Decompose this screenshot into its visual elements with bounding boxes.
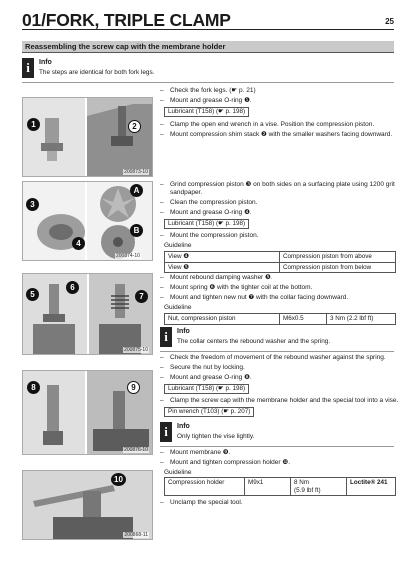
photo-caption: 200876-10 xyxy=(124,447,148,453)
info-text: Only tighten the vise lightly. xyxy=(177,433,255,440)
torque-value: 8 Nm xyxy=(294,479,310,486)
info-icon: i xyxy=(160,327,172,347)
table-cell xyxy=(291,478,347,496)
table-cell: M6x0.5 xyxy=(280,314,327,325)
lubricant-ref-2[interactable]: Lubricant (T158) (☛ p. 198) xyxy=(164,219,249,229)
step-check-rebound-washer: – Check the freedom of movement of the rebound washer against the spring. xyxy=(160,354,400,362)
step-tighten-holder: – Mount and tighten compression holder ❿. xyxy=(160,459,400,467)
photo-illustration xyxy=(23,471,153,540)
info-note-collar xyxy=(160,327,394,349)
page-number: 25 xyxy=(385,17,394,26)
table-row xyxy=(165,262,396,273)
step-mount-shim-stack: – Mount compression shim stack ❷ with the smaller washers facing downward. xyxy=(160,131,400,139)
torque-value-imperial: (5.9 lbf ft) xyxy=(294,486,321,494)
table-cell: Compression piston from below xyxy=(280,262,396,273)
table-row xyxy=(165,478,396,496)
lubricant-ref-3[interactable]: Lubricant (T158) (☛ p. 198) xyxy=(164,384,249,394)
callout-7: 7 xyxy=(135,290,148,303)
step-unclamp-tool: – Unclamp the special tool. xyxy=(160,499,400,507)
callout-8: 8 xyxy=(27,381,40,394)
photo-compression-holder xyxy=(22,470,153,540)
info-note-vise xyxy=(160,422,394,444)
photo-fork-piston-oring xyxy=(22,97,153,177)
table-cell: M9x1 xyxy=(245,478,291,496)
table-cell: View ❺ xyxy=(165,262,280,273)
step-clamp-wrench: – Clamp the open end wrench in a vise. Position the compression piston. xyxy=(160,121,400,129)
step-mount-oring-1: – Mount and grease O-ring ❶. xyxy=(160,97,400,105)
callout-B: B xyxy=(130,224,143,237)
table-cell: Nut, compression piston xyxy=(165,314,280,325)
info-title: Info xyxy=(177,328,190,335)
step-clamp-screw-cap: – Clamp the screw cap with the membrane holder and the special tool into a vise. xyxy=(160,397,400,405)
page-title: 01/FORK, TRIPLE CLAMP xyxy=(22,10,231,30)
photo-caption: 200868-11 xyxy=(124,532,148,538)
divider xyxy=(22,82,394,83)
callout-1: 1 xyxy=(27,118,40,131)
step-mount-oring-8: – Mount and grease O-ring ❽. xyxy=(160,374,400,382)
step-mount-spring: – Mount spring ❻ with the tighter coil at the bottom. xyxy=(160,284,400,292)
table-cell: 3 Nm (2.2 lbf ft) xyxy=(327,314,396,325)
info-icon: i xyxy=(160,422,172,442)
view-table xyxy=(164,251,396,273)
table-cell: Loctite® 241 xyxy=(347,478,396,496)
divider xyxy=(160,351,394,352)
photo-rebound-washer-spring xyxy=(22,273,153,355)
callout-A: A xyxy=(130,184,143,197)
photo-illustration xyxy=(23,98,153,177)
step-check-fork-legs: – Check the fork legs. (☛ p. 21) xyxy=(160,87,400,95)
photo-caption: 200874-10 xyxy=(116,253,140,259)
step-clean-piston: – Clean the compression piston. xyxy=(160,199,400,207)
nut-torque-table xyxy=(164,313,396,325)
info-note-general xyxy=(22,58,394,80)
callout-6: 6 xyxy=(66,281,79,294)
table-cell: Compression holder xyxy=(165,478,245,496)
page-header xyxy=(22,10,394,30)
photo-caption: 200875-10 xyxy=(124,347,148,353)
step-tighten-nut: – Mount and tighten new nut ❼ with the collar facing downward. xyxy=(160,294,400,302)
table-row xyxy=(165,314,396,325)
divider xyxy=(160,446,394,447)
holder-torque-table xyxy=(164,477,396,496)
info-icon: i xyxy=(22,58,34,78)
guideline-label: Guideline xyxy=(164,469,192,476)
step-mount-piston: – Mount the compression piston. xyxy=(160,232,400,240)
callout-3: 3 xyxy=(26,198,39,211)
callout-5: 5 xyxy=(26,288,39,301)
section-title: Reassembling the screw cap with the membrane holder xyxy=(22,41,394,53)
step-mount-oring-4: – Mount and grease O-ring ❹. xyxy=(160,209,400,217)
photo-illustration xyxy=(23,274,153,355)
guideline-label: Guideline xyxy=(164,242,192,249)
step-mount-rebound-washer: – Mount rebound damping washer ❺. xyxy=(160,274,400,282)
photo-compression-piston xyxy=(22,181,153,261)
info-title: Info xyxy=(177,423,190,430)
step-grind-piston: – Grind compression piston ❸ on both sides on a surfacing plate using 1200 grit sandpaper. xyxy=(160,181,400,197)
callout-2: 2 xyxy=(128,120,141,133)
step-secure-nut: – Secure the nut by locking. xyxy=(160,364,400,372)
info-text: The steps are identical for both fork legs. xyxy=(39,69,155,76)
tool-ref-pin-wrench[interactable]: Pin wrench (T103) (☛ p. 207) xyxy=(164,407,254,417)
info-text: The collar centers the rebound washer and the spring. xyxy=(177,338,331,345)
table-row xyxy=(165,252,396,263)
guideline-label: Guideline xyxy=(164,304,192,311)
step-mount-membrane: – Mount membrane ❾. xyxy=(160,449,400,457)
photo-caption: 200873-10 xyxy=(124,169,148,175)
callout-10: 10 xyxy=(111,473,126,486)
lubricant-ref-1[interactable]: Lubricant (T158) (☛ p. 198) xyxy=(164,107,249,117)
callout-4: 4 xyxy=(72,237,85,250)
info-title: Info xyxy=(39,59,52,66)
table-cell: View ❹ xyxy=(165,252,280,263)
table-cell: Compression piston from above xyxy=(280,252,396,263)
photo-screw-cap-vise xyxy=(22,370,153,455)
callout-9: 9 xyxy=(127,381,140,394)
